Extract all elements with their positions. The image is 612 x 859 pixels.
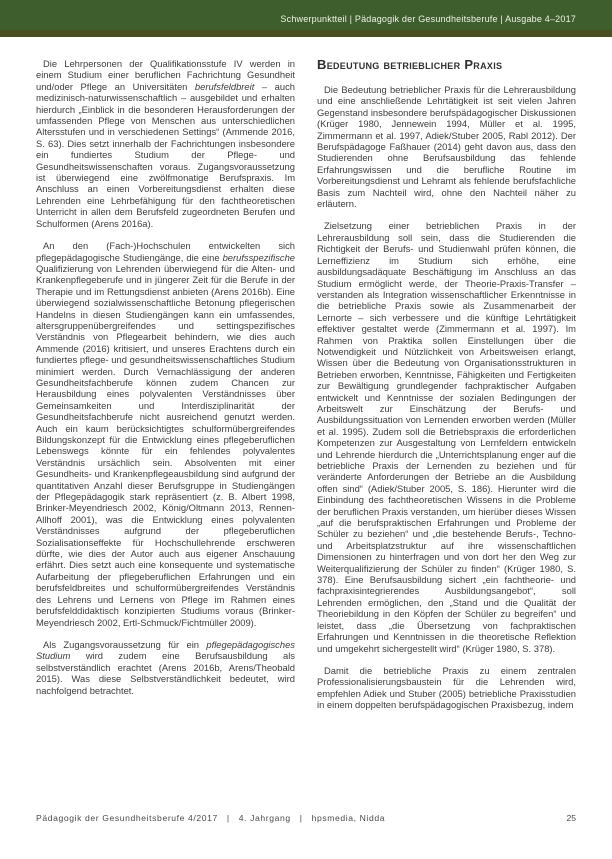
right-column-paragraphs	[317, 84, 576, 711]
paragraph: Als Zugangsvoraussetzung für ein pflegepädagogisches Studium wird zudem eine Berufsausbildung als selbstverständlich erachtet (Arens 2016b, Arens/Theobald 2015). Was diese Selbstverständlichkeit bedeutet, wird nachfolgend betrachtet.	[36, 638, 295, 696]
page-number: 25	[566, 813, 576, 823]
paragraph: Damit die betriebliche Praxis zu einem zentralen Professionalisierungsbaustein für die Lehrenden wird, empfehlen Adiek und Stuber (2005) betriebliche Praxisstudien in einem doppelten berufspädagogischen Praxisbezug, indem	[317, 664, 576, 711]
paragraph: Zielsetzung einer betrieblichen Praxis in der Lehrerausbildung soll sein, dass die Studierenden die Richtigkeit der Berufs- und Studienwahl prüfen können, die Lerneffizienz im Studium sich erhöhe, eine ausbildungsadäquate Beschäftigung im Anschluss an das Studium ermöglicht werde, der Theorie-Praxis-Transfer – verstanden als Integration wissenschaftlicher Erkenntnisse in die betriebliche Praxis sowie als Zusammenarbeit der Lernorte – sich verbessere und die künftige Lehrtätigkeit effektiver gestaltet werde (Zimmermann et al. 1997). Im Rahmen von Praktika sollen Einstellungen über die Notwendigkeit und Nützlichkeit von Arbeitsweisen erlangt, Wissen über die Bedeutung von Organisationsstrukturen in Betrieben erworben, Kenntnisse, Fähigkeiten und Fertigkeiten zur Bewältigung grundlegender fachpraktischer Aufgaben entwickelt und Kenntnisse der sozialen Bedingungen der Arbeitswelt zur Einschätzung der Berufs- und Ausbildungssituation von Lernenden erworben werden (Müller et al. 1995). Zudem soll die Betriebspraxis die erforderlichen Kompetenzen zur Ausgestaltung von Lernfeldern entwickeln und Lehrende hierdurch die „Unterrichtsplanung enger auf die betriebliche Praxis der Lernenden zu beziehen und für veränderte Anforderungen der Betriebe an die Ausbildung offen sind“ (Adiek/Stuber 2005, S. 186). Hierunter wird die Einbindung des fachtheoretischen Wissens in die Probleme der beruflichen Praxis verstanden, um hierüber dieses Wissen „auf die berufspraktischen Erfahrungen und Probleme der Schüler zu beziehen“ und „die bestehende Berufs-, Techno- und Arbeitsplatzstruktur auf ihre wissenschaftlichen Dimensionen zu hinterfragen und von dort her den Weg zur Weiterqualifizierung der Schüler zu finden“ (Krüger 1980, S. 378). Eine Berufsausbildung sichert „ein fachtheorie- und fachpraxisintegrierendes Ausbildungsangebot“, soll Lehrenden ermöglichen, den „Stand und die Qualität der Theoriebildung in den Köpfen der Schüler zu begreifen“ und leistet, dass „die Übersetzung von fachpraktischen Erfahrungen und Kenntnissen in die theoretische Reflektion und umgekehrt sichergestellt wird“ (Krüger 1980, S. 378).	[317, 220, 576, 654]
page-body	[36, 58, 576, 722]
footer-journal: Pädagogik der Gesundheitsberufe 4/2017	[36, 813, 218, 823]
paragraph: Die Lehrpersonen der Qualifikationsstufe IV werden in einem Studium einer beruflichen Fachrichtung Gesundheit und/oder Pflege an Universitäten berufsfeldbreit – auch medizinisch-naturwissenschaftlich – ausgebildet und erhalten hierdurch „Einblick in die besonderen Herausforderungen der umfassenden Pflege von Menschen aus unterschiedlichen Altersstufen und in verschiedenen Settings“ (Ammende 2016, S. 63). Dies setzt innerhalb der Fachrichtungen insbesondere ein fundiertes Studium der Pflege- und Gesundheitswissenschaften voraus. Zugangsvoraussetzung ist überwiegend eine zwölfmonatige Berufspraxis. Im Anschluss an einen Vorbereitungsdienst erhalten diese Lehrenden eine Lehrbefähigung für den fachtheoretischen Unterricht in allen dem Berufsfeld zugeordneten Berufen und Schulformen (Arens 2016a).	[36, 58, 295, 229]
paragraph: An den (Fach-)Hochschulen entwickelten sich pflegepädagogische Studiengänge, die eine berufsspezifische Qualifizierung von Lehrenden überwiegend für die Alten- und Krankenpflegeberufe und in jüngerer Zeit für die Berufe in der Therapie und im Rettungsdienst anbieten (Arens 2016b). Eine überwiegend sozialwissenschaftliche Betonung pflegerischen Handelns in diesen Studiengängen kann ein umfassendes, altersgruppenübergreifendes und settingspezifisches Verständnis von Pflegearbeit behindern, wie dies auch Ammende (2016) kritisiert, und unseres Erachtens durch ein fundiertes pflege- und gesundheitswissenschaftliches Studium minimiert werden. Durch Vernachlässigung der anderen Gesundheitsfachberufe können zudem Chancen zur Herausbildung eines polyvalenten Verständnisses über Gemeinsamkeiten und Interdisziplinarität der Gesundheitsfachberufe nicht ausreichend genutzt werden. Auch ein kaum berücksichtigtes schulformübergreifendes Bildungskonzept für die Entwicklung eines pflegeberuflichen Lebenswegs könnte für ein fehlendes polyvalentes Verständnis ursächlich sein. Absolventen mit einer Gesundheits- und Krankenpflegeausbildung sind aufgrund der quantitativen Anzahl dieser Berufsgruppe in Studiengängen der Pflegepädagogik stark repräsentiert (z. B. Albert 1998, Brinker-Meyendriesch 2002, König/Oltmann 2013, Rennen-Allhoff 2001), was die Entwicklung eines polyvalenten Verständnisses aufgrund der pflegeberuflichen Sozialisationseffekte für Hochschullehrende erschweren dürfte, wie dies der Autor auch aus eigener Anschauung erfährt. Dies setzt auch eine konsequente und systematische Aufarbeitung der pflegeberuflichen Erfahrungen und ein berufsfeldbreites und schulformübergreifendes Verständnis des Lehrens und Lernens von Pflege im Rahmen eines berufsfelddidaktisch konzipierten Studiums voraus (Brinker-Meyendriesch 2002, Ertl-Schmuck/Fichtmüller 2009).	[36, 240, 295, 628]
paragraph: Die Bedeutung betrieblicher Praxis für die Lehrerausbildung und eine anschließende Lehrtätigkeit ist seit vielen Jahren Gegenstand insbesondere berufspädagogischer Diskussionen (Krüger 1980, Jennewein 1994, Müller et al. 1995, Zimmermann et al. 1997, Adiek/Stuber 2005, Rabl 2012). Der Berufspädagoge Faßhauer (2014) geht davon aus, dass den Studierenden ohne Berufsausbildung das fehlende Erfahrungswissen und die berufliche Routine im Vorbereitungsdienst und Lehramt als fehlende berufsfachliche Basis zum Nachteil wird, ohne den Nachteil näher zu erläutern.	[317, 84, 576, 210]
footer-volume: 4. Jahrgang	[238, 813, 291, 823]
right-column	[317, 58, 576, 722]
footer	[36, 813, 576, 823]
footer-separator: |	[226, 813, 230, 823]
header-title: Schwerpunktteil | Pädagogik der Gesundheitsberufe | Ausgabe 4–2017	[280, 14, 576, 24]
section-heading: Bedeutung betrieblicher Praxis	[317, 57, 503, 72]
header-accent-strip	[0, 30, 612, 37]
footer-imprint	[36, 813, 385, 823]
footer-publisher: hpsmedia, Nidda	[311, 813, 386, 823]
footer-separator: |	[299, 813, 303, 823]
left-column	[36, 58, 295, 722]
